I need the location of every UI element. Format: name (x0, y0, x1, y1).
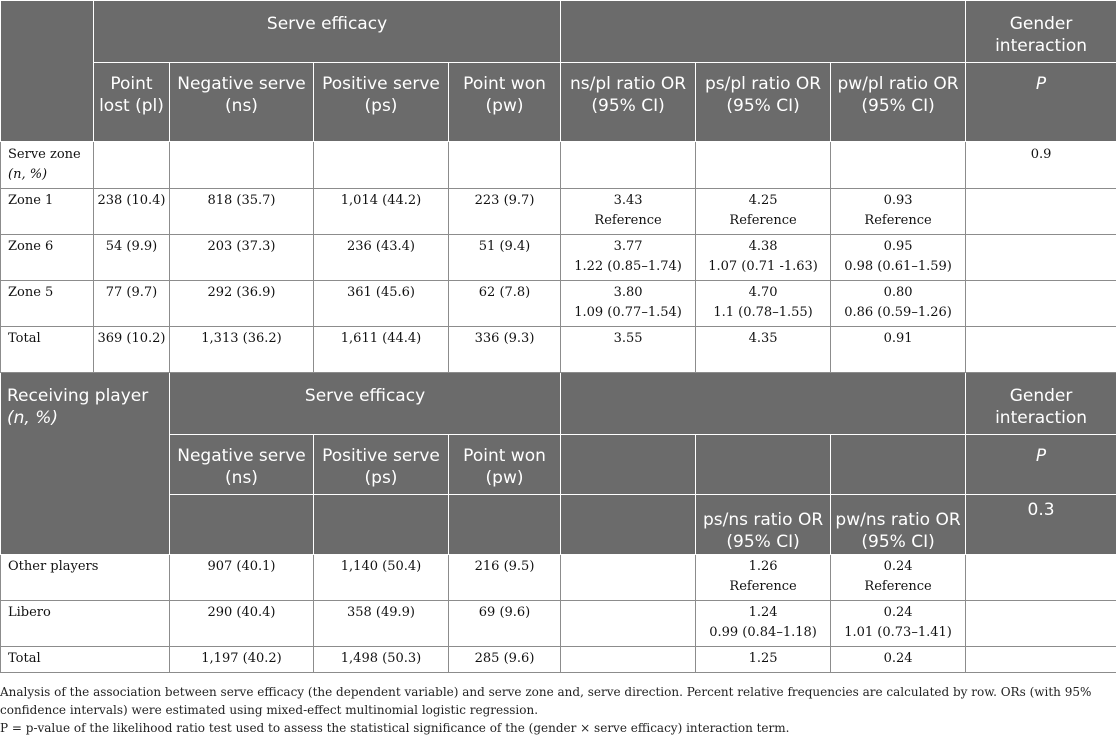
table-row: Other players 907 (40.1) 1,140 (50.4) 216 (9.5) 1.26 Reference 0.24 Reference (1, 555, 1116, 601)
header-corner (1, 1, 94, 142)
table-footnotes (0, 683, 1116, 737)
col-positive-serve: Positive serve (ps) (314, 63, 449, 142)
table-row: Zone 6 54 (9.9) 203 (37.3) 236 (43.4) 51 (9.4) 3.77 1.22 (0.85–1.74) 4.38 1.07 (0.71 -1.63) 0.95 0.98 (0.61–1.59) (1, 235, 1116, 281)
col-point-won: Point won (pw) (449, 63, 561, 142)
table-row: Zone 5 77 (9.7) 292 (36.9) 361 (45.6) 62 (7.8) 3.80 1.09 (0.77–1.54) 4.70 1.1 (0.78–1.55) 0.80 0.86 (0.59–1.26) (1, 281, 1116, 327)
header-gender-interaction: Gender interaction (966, 1, 1116, 63)
serve-zone-p-value: 0.9 (966, 142, 1116, 189)
header-ratio-group (561, 1, 966, 63)
table-row: Libero 290 (40.4) 358 (49.9) 69 (9.6) 1.24 0.99 (0.84–1.18) 0.24 1.01 (0.73–1.41) (1, 601, 1116, 647)
receiving-col-positive-serve: Positive serve (ps) (314, 435, 449, 495)
receiving-header-serve-efficacy: Serve efficacy (170, 373, 561, 435)
receiving-col-point-won: Point won (pw) (449, 435, 561, 495)
footnote-analysis: Analysis of the association between serve efficacy (the dependent variable) and serve zone and, serve direction. Percent relative frequencies are calculated by row. ORs (with 95% confidence intervals) were estimated using mixed-effect multinomial logistic regression. (0, 685, 1092, 717)
serve-zone-label: Serve zone (n, %) (1, 142, 94, 189)
col-p-label: P (966, 63, 1116, 142)
table-row-total: Total 369 (10.2) 1,313 (36.2) 1,611 (44.4) 336 (9.3) 3.55 4.35 0.91 (1, 327, 1116, 373)
receiving-p-value: 0.3 (966, 495, 1116, 555)
col-ns-pl-ratio: ns/pl ratio OR (95% CI) (561, 63, 696, 142)
header-serve-efficacy: Serve efficacy (94, 1, 561, 63)
receiving-player-label: Receiving player (n, %) (1, 373, 170, 555)
receiving-col-negative-serve: Negative serve (ns) (170, 435, 314, 495)
col-negative-serve: Negative serve (ns) (170, 63, 314, 142)
receiving-col-pw-ns-ratio: pw/ns ratio OR (95% CI) (831, 495, 966, 555)
col-pw-pl-ratio: pw/pl ratio OR (95% CI) (831, 63, 966, 142)
table-row: Zone 1 238 (10.4) 818 (35.7) 1,014 (44.2) 223 (9.7) 3.43 Reference 4.25 Reference 0.93 Reference (1, 189, 1116, 235)
receiving-p-label: P (966, 435, 1116, 495)
col-point-lost: Point lost (pl) (94, 63, 170, 142)
col-ps-pl-ratio: ps/pl ratio OR (95% CI) (696, 63, 831, 142)
receiving-col-ps-ns-ratio: ps/ns ratio OR (95% CI) (696, 495, 831, 555)
footnote-p-value: P = p-value of the likelihood ratio test used to assess the statistical significance of the (gender × serve efficacy) interaction term. (0, 721, 790, 735)
table-row-total: Total 1,197 (40.2) 1,498 (50.3) 285 (9.6) 1.25 0.24 (1, 647, 1116, 673)
receiving-header-gender-interaction: Gender interaction (966, 373, 1116, 435)
